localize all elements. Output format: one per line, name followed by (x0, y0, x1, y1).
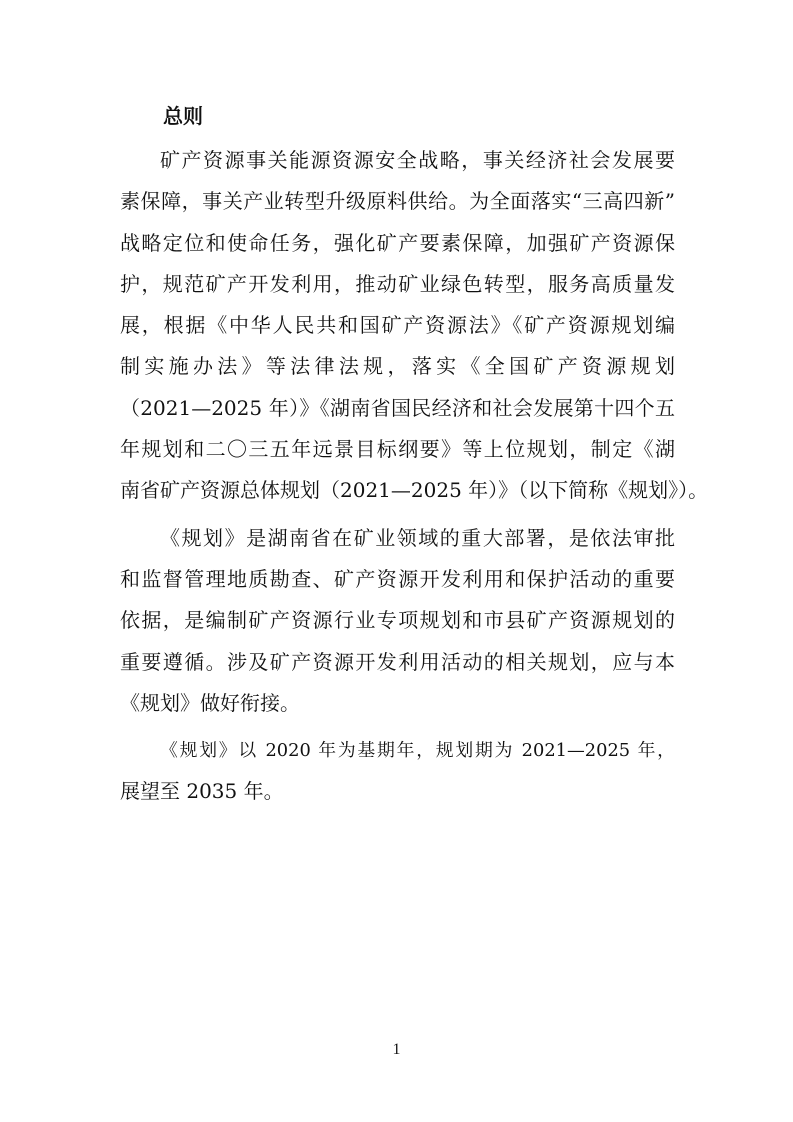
page-number: 1 (392, 1041, 401, 1058)
text-line: 战略定位和使命任务，强化矿产要素保障，加强矿产资源保 (120, 230, 675, 255)
text-line: 重要遵循。涉及矿产资源开发利用活动的相关规划，应与本 (120, 649, 675, 674)
text-line: 护，规范矿产开发利用，推动矿业绿色转型，服务高质量发 (120, 271, 675, 296)
text-line: （2021—2025 年）》《湖南省国民经济和社会发展第十四个五 (120, 395, 675, 420)
body-text (120, 140, 709, 819)
text-line: 和监督管理地质勘查、矿产资源开发利用和保护活动的重要 (120, 566, 675, 591)
text-line: 矿产资源事关能源资源安全战略，事关经济社会发展要 (160, 148, 675, 172)
text-line: 《规划》是湖南省在矿业领域的重大部署，是依法审批 (160, 525, 675, 550)
text-line: 年规划和二〇三五年远景目标纲要》等上位规划，制定《湖 (120, 437, 675, 462)
text-line: 依据，是编制矿产资源行业专项规划和市县矿产资源规划的 (120, 608, 675, 633)
text-line: 展，根据《中华人民共和国矿产资源法》《矿产资源规划编 (120, 313, 675, 338)
text-line: 展望至 2035 年。 (120, 779, 284, 804)
text-line: 素保障，事关产业转型升级原料供给。为全面落实“三高四新” (120, 189, 675, 214)
text-line: 《规划》做好衔接。 (120, 690, 300, 715)
paragraph-2 (120, 518, 675, 724)
paragraph-3 (120, 730, 675, 813)
text-line: 南省矿产资源总体规划（2021—2025 年）》（以下简称《规划》）。 (120, 478, 709, 503)
text-line: 《规划》以 2020 年为基期年，规划期为 2021—2025 年， (160, 740, 675, 762)
section-heading: 总则 (163, 104, 203, 128)
paragraph-1 (120, 140, 709, 512)
text-line: 制实施办法》等法律法规，落实《全国矿产资源规划 (120, 354, 675, 379)
